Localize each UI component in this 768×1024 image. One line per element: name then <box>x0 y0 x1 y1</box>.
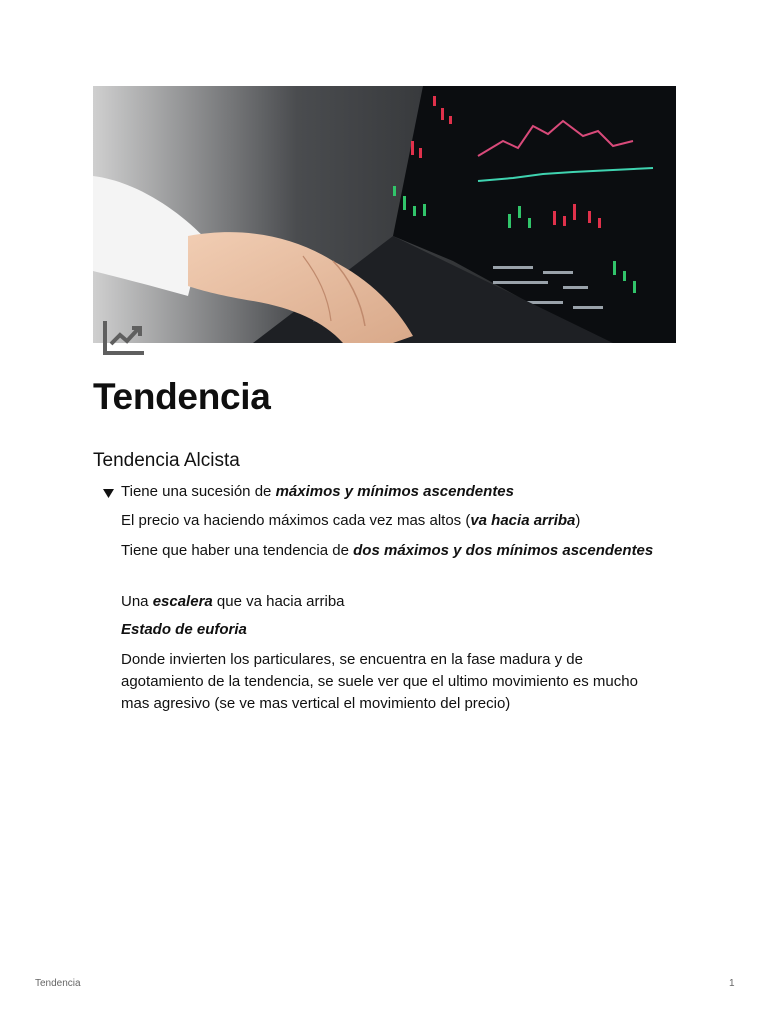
item-text: Tiene que haber una tendencia de <box>121 542 354 559</box>
toggle-label[interactable] <box>121 481 514 503</box>
item-text: El precio va haciendo máximos cada vez mas altos ( <box>121 512 471 529</box>
footer-title: Tendencia <box>35 978 81 989</box>
item-text: ) <box>575 512 581 529</box>
item-emphasis: Estado de euforia <box>121 621 247 638</box>
item-emphasis: escalera <box>152 593 213 610</box>
page-title: Tendencia <box>93 376 271 417</box>
chart-line-up-icon <box>102 318 146 356</box>
list-item <box>121 591 661 613</box>
triangle-down-icon[interactable] <box>103 488 114 498</box>
list-item <box>121 510 661 532</box>
list-item <box>121 540 661 562</box>
page-number: 1 <box>729 978 735 989</box>
item-emphasis: dos máximos y dos mínimos ascendentes <box>353 542 654 559</box>
item-text: Donde invierten los particulares, se encuentra en la fase madura y de agotamiento de la tendencia, se suele ver que el ultimo movimiento es mucho mas agresivo (se ve mas vertical el movimiento del precio) <box>121 651 638 712</box>
section-heading: Tendencia Alcista <box>93 450 240 471</box>
item-text: que va hacia arriba <box>212 593 345 610</box>
toggle-emphasis: máximos y mínimos ascendentes <box>275 483 514 500</box>
item-text: Una <box>121 593 153 610</box>
list-item <box>121 619 661 641</box>
toggle-prefix: Tiene una sucesión de <box>121 483 276 500</box>
list-item <box>121 649 661 715</box>
cover-illustration <box>93 86 676 343</box>
item-emphasis: va hacia arriba <box>470 512 576 529</box>
cover-image <box>93 86 676 343</box>
